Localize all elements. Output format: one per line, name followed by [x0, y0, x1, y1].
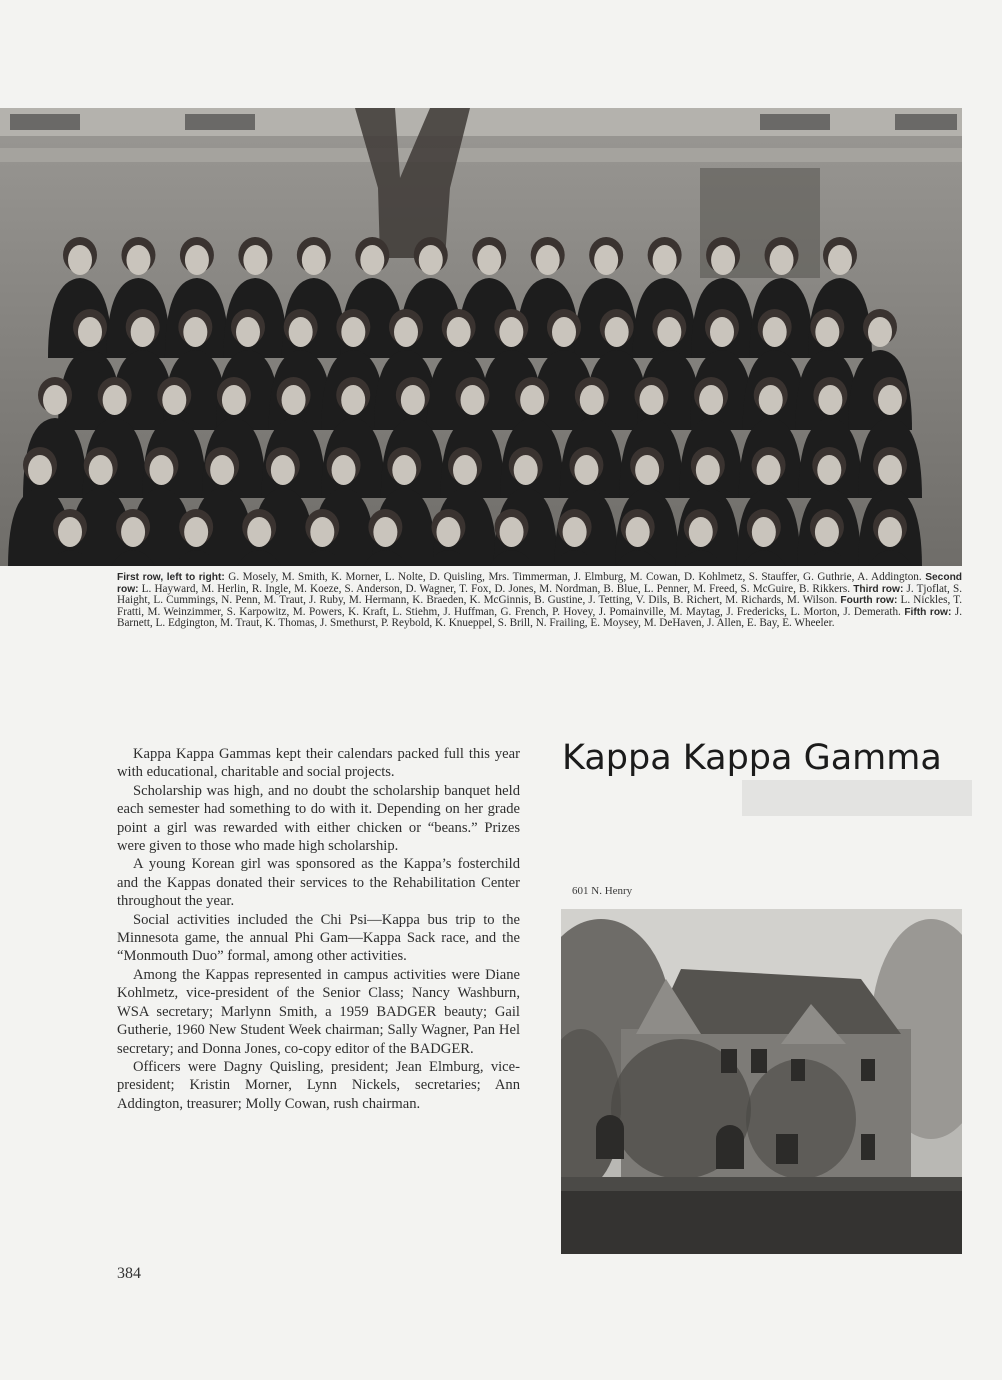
- person-face: [770, 245, 794, 275]
- person-face: [520, 385, 544, 415]
- house-address: 601 N. Henry: [572, 885, 633, 897]
- person-face: [183, 317, 207, 347]
- article-paragraph: Kappa Kappa Gammas kept their calendars packed full this year with educational, charitable and social projects.: [117, 746, 520, 781]
- group-photo-image: [0, 108, 962, 566]
- caption-row-label: Fourth row:: [840, 595, 898, 606]
- person-face: [392, 455, 416, 485]
- person-face: [103, 385, 127, 415]
- person-face: [236, 317, 260, 347]
- house-photo-image: [561, 909, 962, 1254]
- person-face: [461, 385, 485, 415]
- person-face: [302, 245, 326, 275]
- person-face: [121, 517, 145, 547]
- person-face: [828, 245, 852, 275]
- person-face: [868, 317, 892, 347]
- person-face: [360, 245, 384, 275]
- person-face: [184, 517, 208, 547]
- caption-row-names: J. Tjoflat, S. Haight, L. Cummings, N. Penn, M. Traut, J. Ruby, M. Hermann, K. Braeden, K. McGinnis, B. Gustine, J. Tetting, V. Dils, B. Richert, M. Richards, M. Wilson.: [117, 582, 963, 606]
- person-face: [126, 245, 150, 275]
- person-face: [711, 245, 735, 275]
- person-face: [289, 317, 313, 347]
- caption-row-names: L. Nickles, T. Fratti, M. Weinzimmer, S. Karpowitz, M. Powers, K. Kraft, L. Stiehm, J. Huffman, G. French, P. Hovey, J. Pomainville, M. Maytag, J. Fredericks, L. Morton, J. Demerath.: [117, 594, 963, 618]
- person-face: [499, 317, 523, 347]
- person-face: [332, 455, 356, 485]
- caption-row-label: First row, left to right:: [117, 572, 225, 583]
- person-face: [419, 245, 443, 275]
- article-body: [117, 745, 520, 1113]
- person-face: [563, 517, 587, 547]
- person-face: [763, 317, 787, 347]
- person-face: [243, 245, 267, 275]
- person-face: [605, 317, 629, 347]
- person-face: [689, 517, 713, 547]
- caption-row-label: Second row:: [117, 572, 963, 595]
- article-paragraph: Among the Kappas represented in campus activities were Diane Kohlmetz, vice-president of the Senior Class; Nancy Washburn, WSA secretary; Marlynn Smith, a 1959 BADGER beauty; Gail Gutherie, 1960 New Student Week chairman; Sally Wagner, Pan Hel secretary; and Donna Jones, co-copy editor of the BADGER.: [117, 966, 520, 1057]
- caption-row-label: Third row:: [853, 583, 904, 595]
- person-face: [639, 385, 663, 415]
- page-title: Kappa Kappa Gamma: [562, 738, 942, 778]
- person-face: [759, 385, 783, 415]
- person-face: [580, 385, 604, 415]
- person-face: [878, 385, 902, 415]
- person-face: [271, 455, 295, 485]
- person-face: [447, 317, 471, 347]
- person-face: [657, 317, 681, 347]
- person-face: [477, 245, 501, 275]
- person-face: [818, 385, 842, 415]
- person-face: [696, 455, 720, 485]
- person-face: [394, 317, 418, 347]
- person-face: [594, 245, 618, 275]
- article-paragraph: Officers were Dagny Quisling, president; Jean Elmburg, vice-president; Kristin Morner, Lynn Nickels, secretaries; Ann Addington, treasurer; Molly Cowan, rush chairman.: [117, 1058, 520, 1112]
- person-face: [436, 517, 460, 547]
- person-face: [757, 455, 781, 485]
- person-face: [653, 245, 677, 275]
- person-face: [149, 455, 173, 485]
- person-face: [282, 385, 306, 415]
- group-photo: [0, 108, 962, 566]
- person-face: [878, 517, 902, 547]
- person-face: [815, 517, 839, 547]
- person-face: [131, 317, 155, 347]
- caption-row-names: J. Barnett, L. Edgington, M. Traut, K. Thomas, J. Smethurst, P. Reybold, K. Knueppel, S. Brill, N. Frailing, E. Moysey, M. DeHaven, J. Allen, E. Bay, E. Wheeler.: [117, 605, 962, 629]
- person-face: [310, 517, 334, 547]
- caption-row-label: Fifth row:: [904, 606, 952, 618]
- person-face: [78, 317, 102, 347]
- person-face: [817, 455, 841, 485]
- person-face: [536, 245, 560, 275]
- person-face: [185, 245, 209, 275]
- person-face: [635, 455, 659, 485]
- person-face: [453, 455, 477, 485]
- article-paragraph: Social activities included the Chi Psi—Kappa bus trip to the Minnesota game, the annual Phi Gam—Kappa Sack race, and the “Monmouth Duo” formal, among other activities.: [117, 911, 520, 965]
- person-face: [710, 317, 734, 347]
- person-face: [68, 245, 92, 275]
- page-number: 384: [117, 1265, 141, 1282]
- caption-row-names: G. Mosely, M. Smith, K. Morner, L. Nolte, D. Quisling, Mrs. Timmerman, J. Elmburg, M. Cowan, D. Kohlmetz, S. Stauffer, G. Guthrie, A. Addington.: [228, 571, 922, 583]
- person-face: [815, 317, 839, 347]
- person-face: [162, 385, 186, 415]
- person-face: [89, 455, 113, 485]
- article-paragraph: Scholarship was high, and no doubt the scholarship banquet held each semester had something to do with it. Depending on her grade point a girl was rewarded with either chicken or “beans.” Prizes were given to those who made high scholarship.: [117, 782, 520, 855]
- person-face: [552, 317, 576, 347]
- person-face: [373, 517, 397, 547]
- person-face: [574, 455, 598, 485]
- article-paragraph: A young Korean girl was sponsored as the Kappa’s fosterchild and the Kappas donated their services to the Rehabilitation Center throughout the year.: [117, 856, 520, 910]
- person-face: [28, 455, 52, 485]
- person-face: [699, 385, 723, 415]
- photo-caption: [117, 572, 962, 630]
- person-face: [210, 455, 234, 485]
- person-face: [341, 317, 365, 347]
- person-face: [878, 455, 902, 485]
- house-photo: [561, 909, 962, 1254]
- person-face: [58, 517, 82, 547]
- person-face: [401, 385, 425, 415]
- person-face: [514, 455, 538, 485]
- person-face: [341, 385, 365, 415]
- person-face: [222, 385, 246, 415]
- person-face: [43, 385, 67, 415]
- person-face: [626, 517, 650, 547]
- person-face: [247, 517, 271, 547]
- bleed-through-shadow: [742, 770, 972, 830]
- person-face: [500, 517, 524, 547]
- caption-row-names: L. Hayward, M. Herlin, R. Ingle, M. Koeze, S. Anderson, D. Wagner, T. Fox, D. Jones, M. Nordman, B. Blue, L. Penner, M. Freed, S. McGuire, B. Rikkers.: [141, 582, 851, 595]
- person-face: [752, 517, 776, 547]
